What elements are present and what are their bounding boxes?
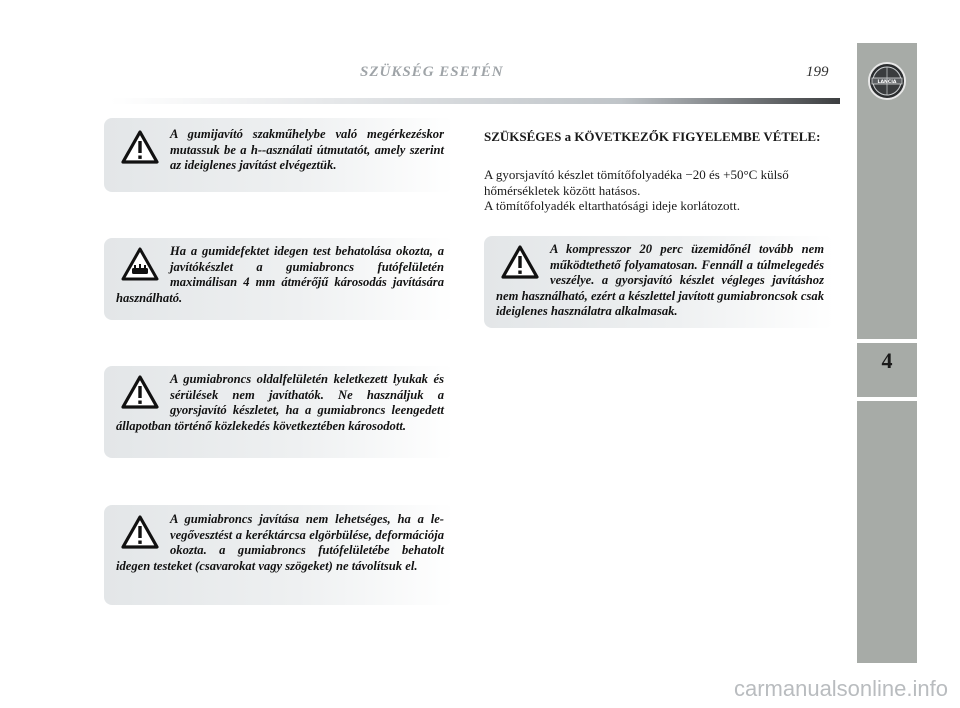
warning-text-compressor: A kompresszor 20 perc üzemidőnél tovább nem működtethető folyamatosan. Fennáll a túlmelegedés veszélye. a gyorsjavító készlet végleges javításhoz nem használható, ezért a készlettel javított gumiabroncsok csak ideiglenes használatra alkalmasak. [496,242,824,318]
warning-triangle-icon [120,514,160,550]
warning-box-compressor [484,236,834,328]
running-header-title: SZÜKSÉG ESETÉN [360,64,504,80]
page-number: 199 [806,64,829,80]
warning-box-4 [104,505,454,605]
lancia-logo-icon [867,61,907,101]
section-body [484,167,834,214]
warning-text-2: Ha a gumidefektet idegen test behatolása okozta, a javítókészlet a gumiabroncs futófelületén maximálisan 4 mm átmérőjű károsodás javítására használható. [116,244,444,305]
tab-divider-bottom [857,397,917,401]
logo-text: LANCIA [877,80,897,85]
tire-warning-triangle-icon [120,246,160,282]
warning-triangle-icon [120,374,160,410]
section-title: SZÜKSÉGES a KÖVETKEZŐK FIGYELEMBE VÉTELE: [484,129,821,144]
watermark: carmanualsonline.info [733,676,948,701]
warning-text-1: A gumijavító szakműhelybe való megérkezéskor mutassuk be a h--asználati útmutatót, amely szerint az ideiglenes javítást elvégeztük. [170,127,444,172]
chapter-number: 4 [881,348,893,373]
chapter-side-tab [857,43,917,663]
tab-divider-top [857,339,917,343]
warning-triangle-icon [500,244,540,280]
header-rule [110,98,840,104]
warning-box-2 [104,238,454,320]
warning-box-3 [104,366,454,458]
warning-text-3: A gumiabroncs oldalfelületén keletkezett lyukak és sérülések nem javíthatók. Ne használjuk a gyorsjavító készletet, ha a gumiabroncs leengedett állapotban történő közlekedés következtében károsodott. [116,372,444,433]
warning-text-4: A gumiabroncs javítása nem lehetséges, ha a levegővesztést a keréktárcsa elgörbülése, deformációja okozta. a gumiabroncs futófelületébe behatolt idegen testeket (csavarokat vagy szögeket) ne távolítsuk el. [116,512,444,573]
warning-triangle-icon [120,129,160,165]
body-paragraph-2: A tömítőfolyadék eltarthatósági ideje korlátozott. [484,198,740,213]
body-paragraph-1: A gyorsjavító készlet tömítőfolyadéka −20 és +50°C külső hőmérsékletek között hatásos. [484,167,789,198]
warning-box-1 [104,118,454,192]
